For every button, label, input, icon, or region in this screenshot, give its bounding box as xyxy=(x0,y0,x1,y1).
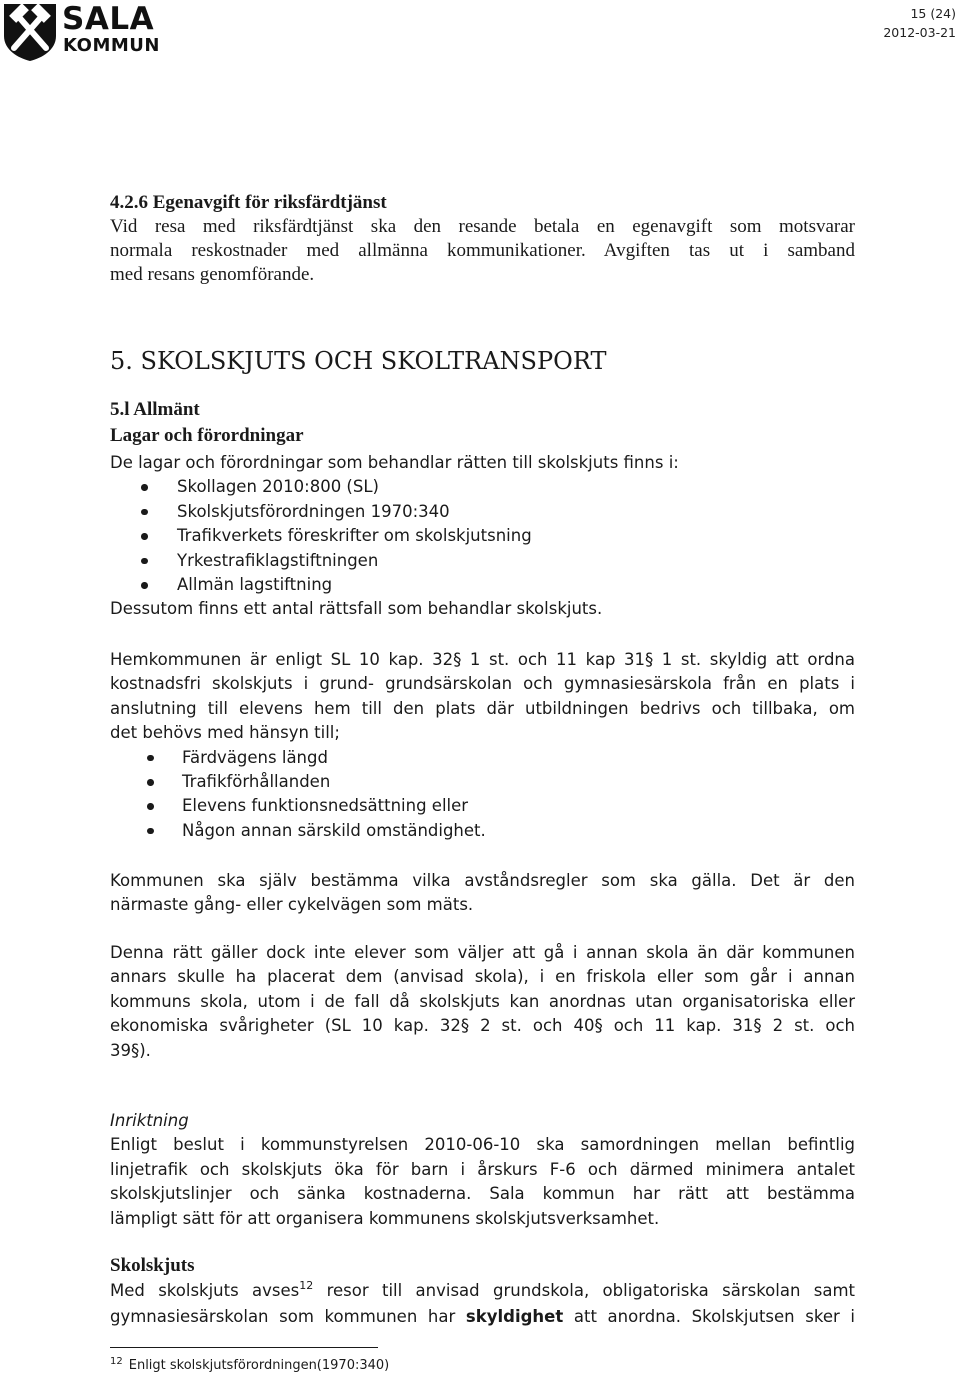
text-run: att anordna. Skolskjutsen sker i xyxy=(563,1307,855,1327)
chapter-title-5: 5. SKOLSKJUTS OCH SKOLTRANSPORT xyxy=(110,347,607,375)
logo-text-sala: SALA xyxy=(62,1,155,37)
paragraph-line xyxy=(110,1305,855,1329)
section-4-2-6 xyxy=(110,191,855,287)
list-item: Skolskjutsförordningen 1970:340 xyxy=(110,500,855,524)
kommunen-paragraph xyxy=(110,869,855,918)
laws-list xyxy=(110,475,855,597)
paragraph-line: linjetrafik och skolskjuts öka för barn i årskurs F-6 och därmed minimera antalet xyxy=(110,1159,855,1179)
list-item: Trafikverkets föreskrifter om skolskjutsning xyxy=(110,524,855,548)
paragraph-line: Kommunen ska själv bestämma vilka avståndsregler som ska gälla. Det är den xyxy=(110,871,855,890)
laws-block xyxy=(110,451,855,622)
paragraph-line: det behövs med hänsyn till; xyxy=(110,723,340,743)
hemkommun-paragraph xyxy=(110,648,855,843)
paragraph-line: Enligt beslut i kommunstyrelsen 2010-06-10 ska samordningen mellan befintlig xyxy=(110,1135,855,1155)
emphasis-skyldighet: skyldighet xyxy=(465,1307,564,1327)
footnote xyxy=(110,1357,389,1376)
list-item: Trafikförhållanden xyxy=(110,770,855,794)
factors-list xyxy=(110,746,855,844)
paragraph-line: med resans genomförande. xyxy=(110,264,315,285)
paragraph-line: Vid resa med riksfärdtjänst ska den resande betala en egenavgift som motsvarar xyxy=(110,216,855,237)
section-heading-5-1: 5.l Allmänt xyxy=(110,399,200,420)
text-run: Med skolskjuts avses xyxy=(110,1281,300,1300)
paragraph-line: Denna rätt gäller dock inte elever som väljer att gå i annan skola än där kommunen xyxy=(110,943,855,962)
logo-text-kommun: KOMMUN xyxy=(63,35,160,56)
laws-after: Dessutom finns ett antal rättsfall som behandlar skolskjuts. xyxy=(110,599,603,619)
footnote-separator xyxy=(110,1347,378,1348)
footnote-text: Enligt skolskjutsförordningen(1970:340) xyxy=(128,1358,390,1373)
paragraph-line: närmaste gång- eller cykelvägen som mäts. xyxy=(110,895,474,915)
page-info xyxy=(883,4,956,42)
paragraph-line: anslutning till elevens hem till den plats där utbildningen bedrivs och tillbaka, om xyxy=(110,698,855,718)
footnote-number: 12 xyxy=(110,1356,123,1367)
paragraph-line: kommuns skola, utom i de fall då skolskjuts kan anordnas utan organisatoriska eller xyxy=(110,991,855,1011)
paragraph-line: annars skulle ha placerat dem (anvisad skola), i en friskola eller som går i annan xyxy=(110,967,855,987)
paragraph-line: Hemkommunen är enligt SL 10 kap. 32§ 1 st. och 11 kap 31§ 1 st. skyldig att ordna xyxy=(110,650,855,669)
inriktning-heading: Inriktning xyxy=(110,1111,189,1130)
denna-paragraph xyxy=(110,941,855,1063)
list-item: Allmän lagstiftning xyxy=(110,573,855,597)
text-run: resor till anvisad grundskola, obligatoriska särskolan samt xyxy=(313,1281,856,1300)
list-item: Elevens funktionsnedsättning eller xyxy=(110,794,855,818)
inriktning-section xyxy=(110,1109,855,1231)
laws-intro: De lagar och förordningar som behandlar rätten till skolskjuts finns i: xyxy=(110,453,679,472)
paragraph-line: kostnadsfri skolskjuts i grund- grundsärskolan och gymnasiesärskola från en plats i xyxy=(110,674,855,694)
skolskjuts-heading: Skolskjuts xyxy=(110,1255,195,1276)
document-date: 2012-03-21 xyxy=(883,25,956,40)
paragraph-line: 39§). xyxy=(110,1040,151,1060)
section-heading-4-2-6: 4.2.6 Egenavgift för riksfärdtjänst xyxy=(110,192,387,213)
page-number: 15 (24) xyxy=(910,6,956,21)
list-item: Yrkestrafiklagstiftningen xyxy=(110,549,855,573)
paragraph-line: lämpligt sätt för att organisera kommunens skolskjutsverksamhet. xyxy=(110,1208,660,1228)
list-item: Skollagen 2010:800 (SL) xyxy=(110,475,855,499)
paragraph-line xyxy=(110,1279,855,1305)
text-run: gymnasiesärskolan som kommunen har xyxy=(110,1307,466,1327)
subheading-lagar: Lagar och förordningar xyxy=(110,425,304,446)
crossed-hammers-shield-icon xyxy=(2,2,58,62)
list-item: Färdvägens längd xyxy=(110,746,855,770)
list-item: Någon annan särskild omständighet. xyxy=(110,819,855,843)
footnote-ref[interactable]: 12 xyxy=(299,1279,314,1292)
paragraph-line: normala reskostnader med allmänna kommunikationer. Avgiften tas ut i samband xyxy=(110,240,855,261)
skolskjuts-paragraph xyxy=(110,1279,855,1330)
paragraph-line: ekonomiska svårigheter (SL 10 kap. 32§ 2 st. och 40§ och 11 kap. 31§ 2 st. och xyxy=(110,1016,855,1036)
paragraph-line: skolskjutslinjer och sänka kostnaderna. Sala kommun har rätt att bestämma xyxy=(110,1184,855,1204)
sala-kommun-logo xyxy=(2,1,160,64)
